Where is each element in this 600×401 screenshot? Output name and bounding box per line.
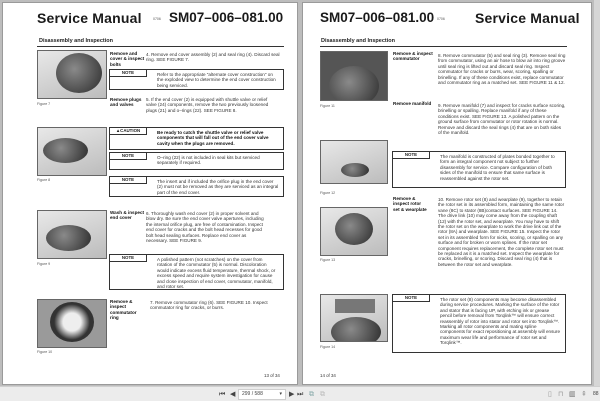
note-box bbox=[392, 294, 566, 353]
step-heading: Remove & inspect commutator ring bbox=[110, 299, 137, 321]
section-heading: Disassembly and Inspection bbox=[39, 38, 113, 44]
single-page-view-icon[interactable]: ▯ bbox=[548, 391, 552, 398]
figure-9-photo bbox=[37, 210, 107, 259]
continuous-view-icon[interactable]: ⊓ bbox=[558, 391, 564, 398]
step-text: 9. Remove manifold (7) and inspect for cracks surface scoring, brinelling or spalling. Replace manifold if any of these conditions exist. SEE FIGURE 13. A polished pattern on the ground surface from commutator or rotor rotation is normal. Remove and discard the seal rings (4) that are on both sides of the manifold. bbox=[438, 103, 566, 136]
note-text: The rotor set (8) components may become disassembled during service procedures. Marking the surface of the rotor and stator that is facing UP, with etching ink or grease pencil before removal from Torqlink™ will ensure correct reassembly of rotor into stator and rotor set into Torqlink™. Marking all rotor components and mating spline components for exact repositioning at assembly will ensure maximum wear life and performance of rotor set and Torqlink™. bbox=[440, 297, 561, 346]
caution-box bbox=[109, 127, 284, 150]
figure-caption: Figure 7 bbox=[37, 102, 51, 106]
note-text: A polished pattern (not scratches) on the cover from rotation of the commutator (5) is normal. Discoloration would indicate excess fluid temperature, thermal shock, or excess speed and require system investigation for cause and close inspection of end cover, commutator, manifold, and rotor set. bbox=[157, 257, 276, 290]
copy-icon[interactable]: ⧉ bbox=[309, 391, 314, 398]
first-page-button[interactable]: ⏮ bbox=[219, 391, 226, 398]
fit-width-icon[interactable]: ⇞ bbox=[581, 391, 587, 398]
right-page bbox=[302, 2, 592, 385]
note-box bbox=[109, 152, 284, 170]
figure-10-photo bbox=[37, 299, 107, 348]
doc-code: SM07–006–081.00 bbox=[320, 10, 435, 25]
note-box bbox=[392, 151, 566, 188]
zoom-level[interactable]: 88 bbox=[593, 391, 599, 397]
last-page-button[interactable]: ⏭ bbox=[297, 391, 304, 398]
note-box bbox=[109, 176, 284, 197]
page-number: 14 of 34 bbox=[320, 373, 336, 378]
note-text: The insert and if included the orifice plug in the end cover (2) must not be removed as they are serviced as an integral part of the end cover. bbox=[157, 179, 279, 195]
note-label: NOTE bbox=[109, 69, 147, 77]
doc-code: SM07–006–081.00 bbox=[169, 10, 284, 25]
step-heading: Remove and cover & inspect bolts bbox=[110, 51, 145, 67]
page-title: Service Manual bbox=[37, 10, 142, 26]
next-page-button[interactable]: ▶ bbox=[289, 391, 295, 398]
step-text: 10. Remove rotor set (8) and wearplate (9), together to retain the rotor set in its assembled form, maintaining the same rotor vane (8C) to stator (8B)contact surfaces. SEE FIGURE 14. The drive link (10) may come away from the coupling shaft (12) with the rotor set, and wearplate. You may have to shift the rotor set on the wearplate to work the drive link out of the rotor (8A) and wearplate. SEE FIGURE 15. Inspect the rotor set in its assembled form for nicks, scoring, or spalling on any surface and for broken or worn splines. If the rotor set component requires replacement, the complete rotor set must be replaced as it is a matched set. Inspect the wearplate for cracks, brinelling, or scoring. Discard seal ring (4) that is between the rotor set and wearplate. bbox=[438, 197, 565, 267]
divider bbox=[37, 46, 284, 47]
figure-caption: Figure 10 bbox=[37, 350, 53, 354]
figure-7-photo bbox=[37, 50, 107, 99]
figure-caption: Figure 14 bbox=[320, 345, 336, 349]
step-heading: Remove manifold bbox=[393, 101, 432, 106]
note-label: NOTE bbox=[392, 294, 430, 302]
left-page bbox=[2, 2, 298, 385]
step-text: 4. Remove end cover assembly (2) and seal ring (4). Discard seal ring. SEE FIGURE 7. bbox=[146, 52, 280, 63]
step-text: 7. Remove commutator ring (6). SEE FIGURE 10. Inspect commutator ring for cracks, or burrs. bbox=[150, 300, 268, 311]
note-text: O–ring (22) is not included in seal kits but serviced separately if required. bbox=[157, 155, 260, 166]
page-number-value: 299 / 588 bbox=[242, 391, 263, 397]
figure-caption: Figure 12 bbox=[320, 191, 336, 195]
figure-caption: Figure 13 bbox=[320, 258, 336, 262]
note-label: NOTE bbox=[109, 152, 147, 160]
date-code: 0706 bbox=[437, 17, 445, 21]
caution-label: ▲CAUTION bbox=[109, 127, 147, 135]
two-page-view-icon[interactable]: ▥ bbox=[569, 391, 576, 398]
figure-12-photo bbox=[320, 140, 388, 184]
section-heading: Disassembly and Inspection bbox=[321, 38, 395, 44]
figure-13-photo bbox=[320, 207, 388, 256]
note-box bbox=[109, 254, 284, 290]
step-heading: Remove plugs and valves bbox=[110, 97, 142, 108]
note-box bbox=[109, 69, 284, 90]
chevron-down-icon[interactable]: ▾ bbox=[279, 391, 282, 397]
figure-11-photo bbox=[320, 51, 388, 101]
step-heading: Wash & inspect end cover bbox=[110, 210, 145, 221]
step-text: 6. Thoroughly wash end cover (2) in proper solvent and blow dry. Be sure the end cover valve apertures, including the internal orifice plug, are free of contamination. Inspect end cover for cracks and the bolt head recesses for good bolt head sealing surfaces. Replace end cover as necessary. SEE FIGURE 9. bbox=[146, 211, 264, 244]
step-heading: Remove & inspect rotor set & wearplate bbox=[393, 196, 427, 212]
warning-icon: ▲ bbox=[115, 128, 121, 133]
step-heading: Remove & inspect commutator bbox=[393, 51, 433, 62]
note-label: NOTE bbox=[109, 176, 147, 184]
figure-caption: Figure 9 bbox=[37, 262, 51, 266]
figure-caption: Figure 8 bbox=[37, 178, 51, 182]
page-title: Service Manual bbox=[475, 10, 580, 26]
divider bbox=[320, 46, 567, 47]
page-number: 13 of 34 bbox=[264, 373, 280, 378]
note-label: NOTE bbox=[109, 254, 147, 262]
date-code: 0706 bbox=[153, 17, 161, 21]
figure-caption: Figure 11 bbox=[320, 104, 335, 108]
note-label: NOTE bbox=[392, 151, 430, 159]
vertical-scrollbar[interactable] bbox=[594, 0, 600, 386]
note-text: The manifold is constructed of plates bonded together to form an integral component not subject to further disassembly for service. Compare configuration of both sides of the manifold to ensure that same surface is reassembled against the rotor set. bbox=[440, 154, 555, 181]
figure-14-photo bbox=[320, 294, 388, 342]
step-text: 5. If the end cover (2) is equipped with shuttle valve or relief valve (24) components, remove the two previously loosened plugs (21) and o–rings (22). SEE FIGURE 8. bbox=[146, 97, 269, 113]
paste-icon[interactable]: ⧉ bbox=[320, 391, 325, 398]
figure-8-photo bbox=[37, 127, 107, 176]
caution-text: Be ready to catch the shuttle valve or relief valve components that will fall out of the end cover valve cavity when the plugs are removed. bbox=[157, 130, 269, 146]
viewer-toolbar bbox=[0, 386, 600, 401]
page-number-input[interactable] bbox=[238, 389, 286, 400]
previous-page-button[interactable]: ◀ bbox=[230, 391, 236, 398]
note-text: Refer to the appropriate "alternate cover construction" on the exploded view to determine the end cover construction being serviced. bbox=[157, 72, 276, 88]
step-text: 8. Remove commutator (5) and seal ring (3). Remove seal ring from commutator, using an air hose to blow air into ring groove until seal ring is lifted out and discard seal ring. Inspect commutator for cracks or burrs, wear, scoring, spalling or brinelling. If any of these conditions exist, replace commutator and commutator ring as a matched set. SEE FIGURE 11 & 12. bbox=[438, 53, 566, 86]
